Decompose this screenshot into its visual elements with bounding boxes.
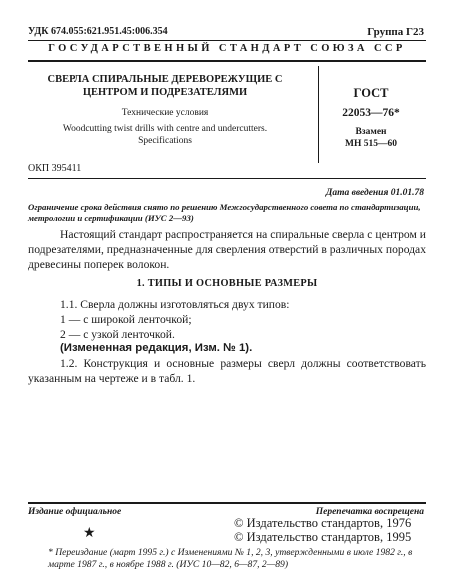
introduction-date: Дата введения 01.01.78 [325, 188, 424, 198]
clause-1-2: 1.2. Конструкция и основные размеры сверл должны соответствовать указанным на чертеже и в табл. 1. [28, 357, 426, 385]
replace-label: Взамен [355, 127, 387, 137]
intro-paragraph: Настоящий стандарт распространяется на спиральные сверла с центром и подрезателями, предназначенные для сверления отверстий в различных породах древесины поперек волокон. [28, 228, 426, 271]
udk-code: УДК 674.055:621.951.45:006.354 [28, 26, 168, 37]
type-1-item: 1 — с широкой ленточкой; [60, 313, 192, 326]
replace-value: МН 515—60 [345, 139, 397, 149]
document-title: СВЕРЛА СПИРАЛЬНЫЕ ДЕРЕВОРЕЖУЩИЕ С ЦЕНТРОМ И ПОДРЕЗАТЕЛЯМИ [47, 74, 283, 98]
section-title: 1. ТИПЫ И ОСНОВНЫЕ РАЗМЕРЫ [136, 278, 318, 289]
clause-1-1: 1.1. Сверла должны изготовляться двух типов: [60, 298, 290, 311]
top-rule [28, 40, 426, 41]
reprint-prohibited-label: Перепечатка воспрещена [315, 507, 424, 517]
copyright-1995: © Издательство стандартов, 1995 [234, 530, 412, 544]
footer-rule [28, 502, 426, 504]
copyright-1976: © Издательство стандартов, 1976 [234, 516, 412, 530]
gost-label: ГОСТ [353, 86, 389, 100]
restriction-note: Ограничение срока действия снято по решению Межгосударственного совета по стандартизации, метрологии и сертификации (ИУС 2—93) [28, 202, 421, 223]
document-subtitle: Технические условия [121, 108, 209, 118]
header-rule [28, 60, 426, 62]
gost-number: 22053—76* [342, 107, 400, 119]
standard-header: ГОСУДАРСТВЕННЫЙ СТАНДАРТ СОЮЗА ССР [48, 43, 406, 54]
okp-rule [28, 178, 426, 179]
reprint-footnote: * Переиздание (март 1995 г.) с Изменениями № 1, 2, 3, утвержденными в июле 1982 г., в марте 1987 г., в ноябре 1988 г. (ИУС 10—82, 6—87, 2—89) [48, 547, 413, 570]
type-2-item: 2 — с узкой ленточкой. [60, 328, 175, 341]
official-edition-label: Издание официальное [28, 507, 122, 517]
title-divider [318, 66, 319, 163]
star-icon: ★ [83, 526, 96, 541]
okp-code: ОКП 395411 [28, 163, 82, 174]
group-label: Группа Г23 [367, 26, 424, 38]
english-title: Woodcutting twist drills with centre and undercutters. Specifications [62, 124, 268, 146]
amendment-note: (Измененная редакция, Изм. № 1). [60, 342, 253, 354]
